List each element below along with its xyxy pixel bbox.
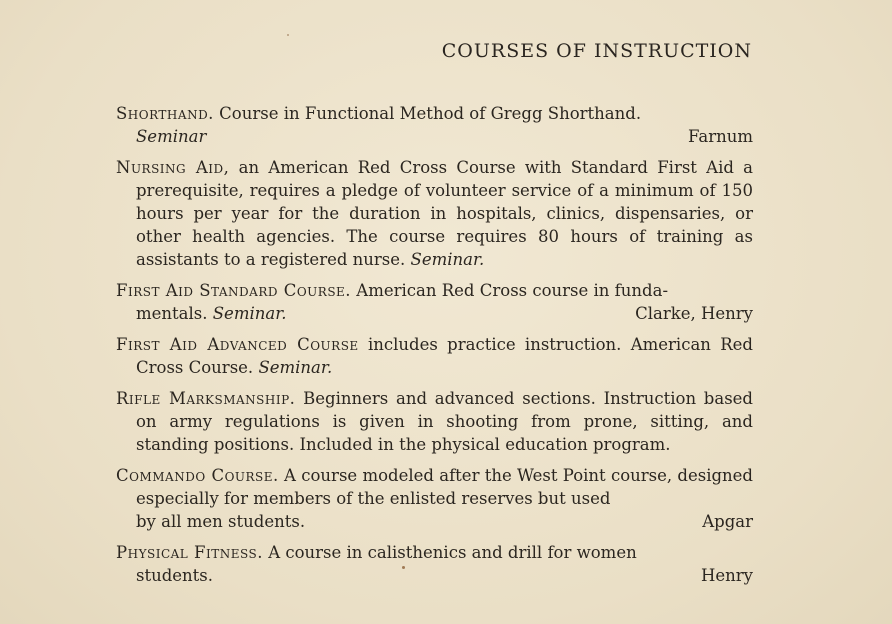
paper-speck xyxy=(287,34,289,36)
course-entry-physical-fitness xyxy=(116,541,753,587)
course-description-cont: mentals. Seminar. xyxy=(136,304,287,323)
course-description: A course modeled after the West Point course, designed especially for members of the enlisted reserves but used xyxy=(136,466,753,508)
course-instructor: Henry xyxy=(701,566,753,585)
course-title: Physical Fitness. xyxy=(116,543,263,562)
course-description: includes practice instruction. American Red Cross Course. xyxy=(136,335,753,377)
paper-speck xyxy=(402,566,405,569)
course-entry-nursing-aid xyxy=(116,156,753,271)
course-seminar: Seminar. xyxy=(212,304,287,323)
course-description: an American Red Cross Course with Standard First Aid a prerequisite, requires a pledge of volunteer service of a minimum of 150 hours per year for the duration in hospitals, clinics, dispensaries, or other health agencies. The course requires 80 hours of training as assistants to a registered nurse. xyxy=(136,158,753,269)
course-title: First Aid Standard Course. xyxy=(116,281,352,300)
course-instructor: Apgar xyxy=(702,512,753,531)
course-instructor: Clarke, Henry xyxy=(635,304,753,323)
course-entry-shorthand xyxy=(116,102,753,148)
course-description-cont: students. xyxy=(136,566,214,585)
course-entry-first-aid-advanced xyxy=(116,333,753,379)
course-entry-rifle-marksmanship xyxy=(116,387,753,456)
course-entry-first-aid-standard xyxy=(116,279,753,325)
course-meta xyxy=(136,564,753,587)
course-list xyxy=(116,102,753,595)
course-meta xyxy=(136,510,753,533)
course-description: American Red Cross course in funda- xyxy=(351,281,669,300)
course-description: Beginners and advanced sections. Instruction based on army regulations is given in shooting from prone, sitting, and standing positions. Included in the physical education program. xyxy=(136,389,753,454)
course-seminar: Seminar. xyxy=(258,358,333,377)
course-seminar: Seminar xyxy=(136,127,207,146)
course-instructor: Farnum xyxy=(688,127,753,146)
course-entry-commando xyxy=(116,464,753,533)
course-description: A course in calisthenics and drill for women xyxy=(262,543,637,562)
course-title: Rifle Marksmanship. xyxy=(116,389,296,408)
course-title: Nursing Aid, xyxy=(116,158,230,177)
course-seminar: Seminar. xyxy=(410,250,485,269)
course-meta xyxy=(136,302,753,325)
course-meta xyxy=(136,125,753,148)
course-description: Course in Functional Method of Gregg Shorthand. xyxy=(213,104,642,123)
course-title: Shorthand. xyxy=(116,104,214,123)
page-header: COURSES OF INSTRUCTION xyxy=(441,40,752,62)
course-title: First Aid Advanced Course xyxy=(116,335,359,354)
course-title: Commando Course. xyxy=(116,466,279,485)
course-description-cont: by all men students. xyxy=(136,512,306,531)
